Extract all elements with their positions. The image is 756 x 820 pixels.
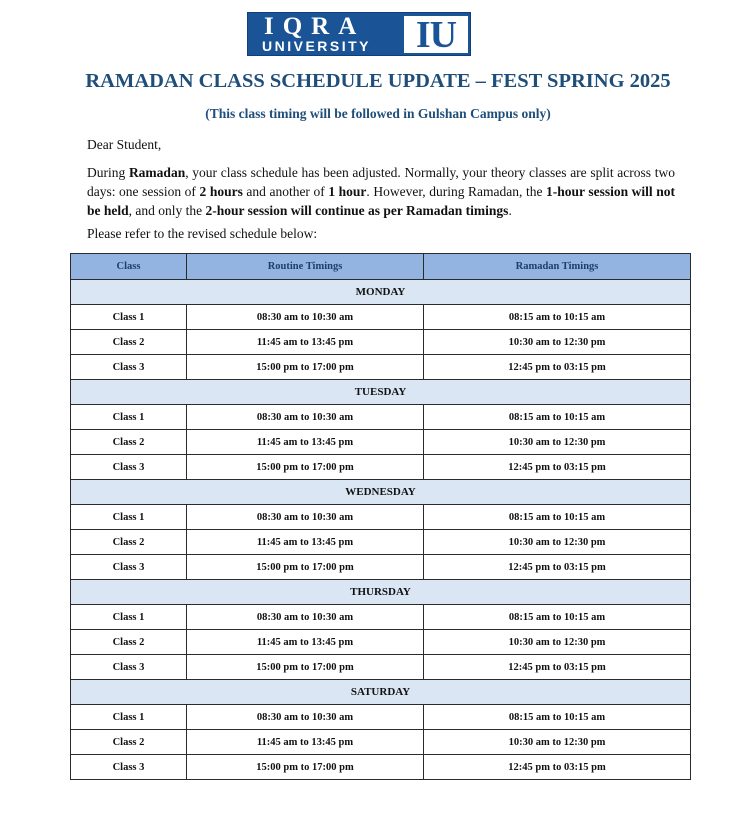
class-cell: Class 3 [71, 455, 187, 480]
logo-mark-text: IU [404, 16, 468, 53]
ramadan-timing-cell: 12:45 pm to 03:15 pm [424, 455, 691, 480]
ramadan-timing-cell: 10:30 am to 12:30 pm [424, 530, 691, 555]
class-cell: Class 1 [71, 505, 187, 530]
table-row [71, 730, 691, 755]
table-row [71, 505, 691, 530]
schedule-body [71, 280, 691, 780]
ramadan-timing-cell: 12:45 pm to 03:15 pm [424, 555, 691, 580]
day-label: MONDAY [71, 280, 691, 305]
class-cell: Class 1 [71, 705, 187, 730]
routine-timing-cell: 15:00 pm to 17:00 pm [187, 755, 424, 780]
para-bold-5: 2-hour session will continue as per Ramadan timings [205, 203, 509, 218]
class-cell: Class 1 [71, 305, 187, 330]
routine-timing-cell: 08:30 am to 10:30 am [187, 505, 424, 530]
ramadan-timing-cell: 08:15 am to 10:15 am [424, 505, 691, 530]
para-text-6: . [508, 203, 512, 218]
class-cell: Class 2 [71, 430, 187, 455]
table-row [71, 655, 691, 680]
table-header-row [71, 254, 691, 280]
para-bold-1: Ramadan [128, 165, 186, 180]
ramadan-timing-cell: 12:45 pm to 03:15 pm [424, 655, 691, 680]
para-text-2: , your class schedule has been adjusted. Normally, your theory classes are split across two days: one session of [87, 165, 675, 199]
ramadan-timing-cell: 08:15 am to 10:15 am [424, 405, 691, 430]
ramadan-timing-cell: 10:30 am to 12:30 pm [424, 330, 691, 355]
ramadan-timing-cell: 10:30 am to 12:30 pm [424, 730, 691, 755]
header-ramadan-timings: Ramadan Timings [424, 254, 691, 280]
day-label: THURSDAY [71, 580, 691, 605]
logo-sub-text: UNIVERSITY [262, 38, 372, 54]
class-cell: Class 3 [71, 355, 187, 380]
class-cell: Class 3 [71, 655, 187, 680]
class-cell: Class 1 [71, 605, 187, 630]
para-bold-2: 2 hours [199, 184, 243, 199]
page-subtitle: (This class timing will be followed in Gulshan Campus only) [205, 106, 551, 121]
routine-timing-cell: 08:30 am to 10:30 am [187, 305, 424, 330]
table-row [71, 630, 691, 655]
class-cell: Class 1 [71, 405, 187, 430]
university-logo [247, 12, 471, 56]
table-row [71, 305, 691, 330]
para-bold-4: 1-hour session will not be held [87, 184, 675, 218]
day-label: WEDNESDAY [71, 480, 691, 505]
routine-timing-cell: 08:30 am to 10:30 am [187, 405, 424, 430]
routine-timing-cell: 11:45 am to 13:45 pm [187, 430, 424, 455]
para-bold-3: 1 hour [328, 184, 367, 199]
day-row-wednesday [71, 480, 691, 505]
ramadan-timing-cell: 10:30 am to 12:30 pm [424, 430, 691, 455]
class-cell: Class 2 [71, 530, 187, 555]
table-row [71, 555, 691, 580]
day-row-thursday [71, 580, 691, 605]
header-routine-timings: Routine Timings [187, 254, 424, 280]
class-cell: Class 2 [71, 730, 187, 755]
para-text-4: . However, during Ramadan, the [366, 184, 546, 199]
ramadan-timing-cell: 12:45 pm to 03:15 pm [424, 755, 691, 780]
table-row [71, 355, 691, 380]
day-label: SATURDAY [71, 680, 691, 705]
routine-timing-cell: 11:45 am to 13:45 pm [187, 730, 424, 755]
table-row [71, 530, 691, 555]
table-row [71, 705, 691, 730]
ramadan-timing-cell: 12:45 pm to 03:15 pm [424, 355, 691, 380]
routine-timing-cell: 08:30 am to 10:30 am [187, 705, 424, 730]
day-row-saturday [71, 680, 691, 705]
day-row-tuesday [71, 380, 691, 405]
ramadan-timing-cell: 08:15 am to 10:15 am [424, 705, 691, 730]
table-row [71, 330, 691, 355]
class-cell: Class 2 [71, 330, 187, 355]
table-row [71, 605, 691, 630]
routine-timing-cell: 15:00 pm to 17:00 pm [187, 355, 424, 380]
ramadan-timing-cell: 08:15 am to 10:15 am [424, 605, 691, 630]
day-label: TUESDAY [71, 380, 691, 405]
class-cell: Class 3 [71, 555, 187, 580]
para-text-5: , and only the [128, 203, 206, 218]
header-class: Class [71, 254, 187, 280]
table-row [71, 405, 691, 430]
table-row [71, 755, 691, 780]
page-title: RAMADAN CLASS SCHEDULE UPDATE – FEST SPRING 2025 [85, 70, 671, 92]
salutation: Dear Student, [87, 137, 162, 152]
logo-name-text: IQRA [264, 13, 366, 40]
routine-timing-cell: 08:30 am to 10:30 am [187, 605, 424, 630]
routine-timing-cell: 11:45 am to 13:45 pm [187, 530, 424, 555]
refer-text: Please refer to the revised schedule below: [87, 226, 318, 241]
para-text-1: During [87, 165, 129, 180]
ramadan-timing-cell: 08:15 am to 10:15 am [424, 305, 691, 330]
table-row [71, 430, 691, 455]
day-row-monday [71, 280, 691, 305]
routine-timing-cell: 11:45 am to 13:45 pm [187, 630, 424, 655]
class-cell: Class 3 [71, 755, 187, 780]
para-text-3: and another of [242, 184, 329, 199]
intro-paragraph [87, 163, 675, 220]
table-row [71, 455, 691, 480]
routine-timing-cell: 15:00 pm to 17:00 pm [187, 455, 424, 480]
routine-timing-cell: 11:45 am to 13:45 pm [187, 330, 424, 355]
routine-timing-cell: 15:00 pm to 17:00 pm [187, 655, 424, 680]
schedule-table [70, 253, 691, 780]
routine-timing-cell: 15:00 pm to 17:00 pm [187, 555, 424, 580]
ramadan-timing-cell: 10:30 am to 12:30 pm [424, 630, 691, 655]
class-cell: Class 2 [71, 630, 187, 655]
